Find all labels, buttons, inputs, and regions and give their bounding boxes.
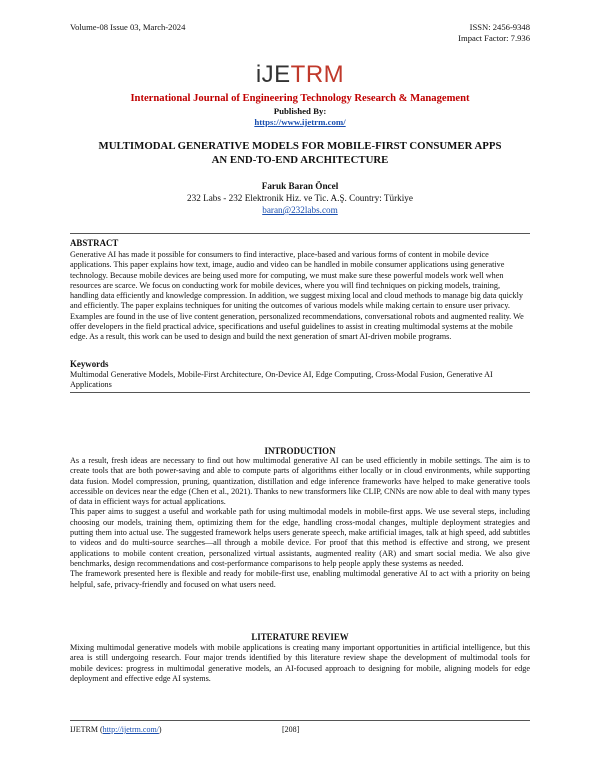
author-email-link[interactable]: baran@232labs.com	[262, 205, 338, 215]
impact-factor: Impact Factor: 7.936	[458, 32, 530, 43]
title-line-2: AN END-TO-END ARCHITECTURE	[211, 153, 389, 166]
issn-block	[458, 22, 530, 43]
keywords-heading: Keywords	[70, 359, 109, 369]
footer-link[interactable]: http://ijetrm.com/	[102, 725, 159, 734]
abstract-heading: ABSTRACT	[70, 238, 119, 248]
paper-title	[70, 140, 530, 167]
footer-journal: IJETRM (http://ijetrm.com/)	[70, 725, 162, 734]
journal-url-link[interactable]: https://www.ijetrm.com/	[254, 117, 346, 127]
footer-journal-name: IJETRM	[70, 725, 98, 734]
intro-paragraph-2: This paper aims to suggest a useful and workable path for using multimodal models in mobile-first apps. We use several steps, including choosing our models, training them, optimizing them for the edge, handling cross-modal changes, multiple deployment strategies and putting them into actual use. The suggested framework helps users generate speech, make artificial images, talk at high speed, add subtitles to videos and do multi-source searches—all through a mobile device. For proof that this method is effective and strong, we present applications to mobile content creation, personalized virtual assistants, augmented reality (AR) and smart social media. We also give benchmarks, design recommendations and cost-performance comparisons to help people apply these systems as needed.	[70, 507, 530, 568]
logo-part-1: iJE	[255, 61, 291, 88]
introduction-body	[70, 456, 530, 590]
intro-paragraph-1: As a result, fresh ideas are necessary to find out how multimodal generative AI can be used efficiently in mobile settings. The aim is to create tools that are both power-saving and able to compute parts of algorithms either locally or in cloud environments, while supporting data fusion. Model compression, pruning, quantization, distillation and edge inference frameworks have helped to make generative tools accessible on devices near the edge (Chen et al., 2021). Thanks to new transformers like CLIP, CNNs are now able to deal with many types of data in efficient ways for actual applications.	[70, 456, 530, 507]
volume-info: Volume-08 Issue 03, March-2024	[70, 22, 186, 32]
logo-part-2: TRM	[290, 61, 345, 88]
literature-paragraph-1: Mixing multimodal generative models with mobile applications is creating many important opportunities in artificial intelligence, but this area is still undergoing research. Four major trends identified by this literature review shape the development of multimodal tools for mobile devices: progress in multimodal generative models, an AI-focused approach to designing for mobile, aligning models for edge deployment and effective edge AI systems.	[70, 643, 530, 683]
divider	[70, 233, 530, 234]
divider	[70, 392, 530, 393]
title-line-1: MULTIMODAL GENERATIVE MODELS FOR MOBILE-FIRST CONSUMER APPS	[98, 140, 502, 152]
issn: ISSN: 2456-9348	[469, 22, 530, 32]
journal-logo	[0, 62, 600, 88]
author-name: Faruk Baran Öncel	[261, 181, 339, 191]
literature-body	[70, 643, 530, 684]
literature-heading: LITERATURE REVIEW	[251, 632, 349, 642]
published-by: Published By:	[273, 106, 327, 116]
author-affiliation: 232 Labs - 232 Elektronik Hiz. ve Tic. A.Ş. Country: Türkiye	[187, 193, 413, 203]
keywords-text: Multimodal Generative Models, Mobile-First Architecture, On-Device AI, Edge Computing, Cross-Modal Fusion, Generative AI Applications	[70, 370, 493, 390]
introduction-heading: INTRODUCTION	[264, 446, 336, 456]
intro-paragraph-3: The framework presented here is flexible and ready for mobile-first use, enabling multimodal generative AI to act with a priority on being helpful, safe, privacy-friendly and focused on what users need.	[70, 569, 530, 589]
footer-divider	[70, 720, 530, 721]
journal-name: International Journal of Engineering Technology Research & Management	[130, 93, 470, 104]
abstract-text: Generative AI has made it possible for consumers to find interactive, place-based and various forms of content in mobile device applications. This paper explains how text, image, audio and video can be handled in mobile consumer applications using generative technology. Because mobile devices are being used more for computing, we must make sure these powerful models work well when resources are scarce. We focus on conducting work for mobile devices, where you will find techniques on picking models, training, handling data efficiently and knowledge compression. In addition, we suggest mixing local and cloud methods to manage big data quickly and efficiently. The paper explains techniques for uniting the outcomes of various models while making certain to ensure user privacy. Examples are found in the use of live content generation, personalized recommendations, conversational robots and augmented reality. We offer developers in the field practical advice, specifications and useful guidelines to assist in creating multimodal systems at the mobile edge. As a result, this work can be used to design and build the next generation of smart AI-driven mobile programs.	[70, 250, 524, 342]
page-number: [208]	[282, 725, 300, 734]
